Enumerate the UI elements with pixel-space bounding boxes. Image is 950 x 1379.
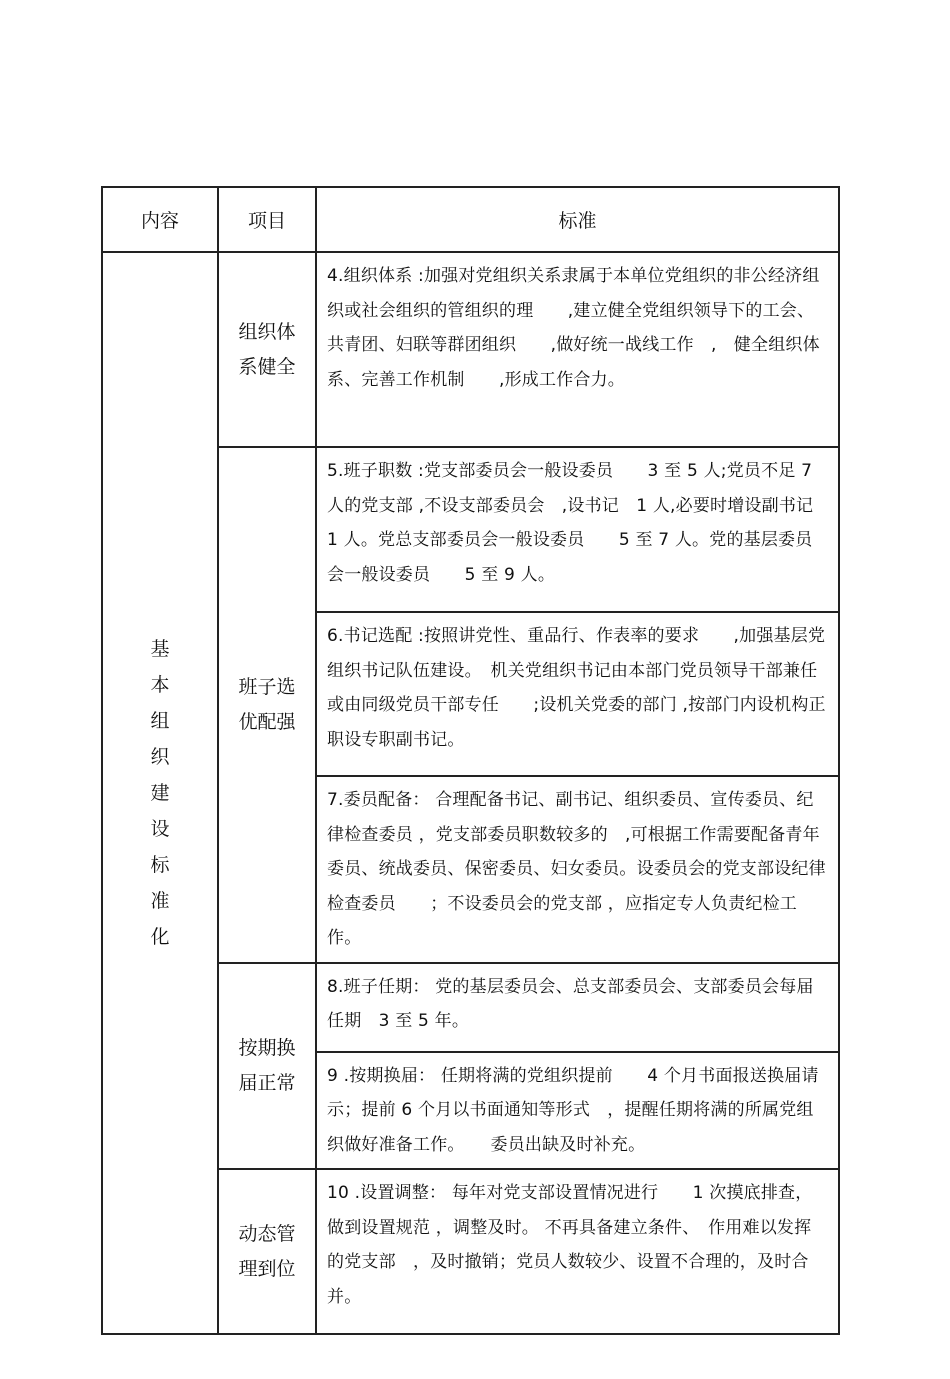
item-label: 组织体系健全 (238, 320, 296, 378)
item-cell (218, 252, 316, 447)
item-label: 动态管理到位 (238, 1222, 296, 1280)
header-item: 项目 (218, 187, 316, 252)
standard-cell: 8.班子任期： 党的基层委员会、总支部委员会、支部委员会每届任期 3 至 5 年。 (316, 963, 839, 1052)
category-cell (102, 252, 218, 1334)
item-cell (218, 447, 316, 963)
standard-cell: 6.书记选配 :按照讲党性、重品行、作表率的要求 ,加强基层党组织书记队伍建设。 机关党组织书记由本部门党员领导干部兼任或由同级党员干部专任 ;设机关党委的部门 ,按部门内设机构正职设专职副书记。 (316, 612, 839, 776)
category-label: 基本组织建设标准化 (150, 638, 170, 948)
item-cell (218, 963, 316, 1170)
table-row (102, 252, 839, 447)
item-label: 按期换届正常 (238, 1036, 296, 1094)
standards-table (101, 186, 840, 1335)
standard-cell: 5.班子职数 :党支部委员会一般设委员 3 至 5 人;党员不足 7 人的党支部 ,不设支部委员会 ,设书记 1 人,必要时增设副书记 1 人。党总支部委员会一般设委员 5 至 7 人。党的基层委员会一般设委员 5 至 9 人。 (316, 447, 839, 612)
header-content: 内容 (102, 187, 218, 252)
item-cell (218, 1169, 316, 1334)
item-label: 班子选优配强 (238, 675, 296, 733)
standards-sheet (101, 186, 838, 1313)
standard-cell: 9 .按期换届： 任期将满的党组织提前 4 个月书面报送换届请示；提前 6 个月以书面通知等形式 ，提醒任期将满的所属党组织做好准备工作。 委员出缺及时补充。 (316, 1052, 839, 1170)
standard-cell: 10 .设置调整： 每年对党支部设置情况进行 1 次摸底排查，做到设置规范 ，调整及时。 不再具备建立条件、 作用难以发挥的党支部 ，及时撤销；党员人数较少、设置不合理的，及时合并。 (316, 1169, 839, 1334)
header-standard: 标准 (316, 187, 839, 252)
standard-cell: 4.组织体系 :加强对党组织关系隶属于本单位党组织的非公经济组织或社会组织的管组织的理 ,建立健全党组织领导下的工会、共青团、妇联等群团组织 ,做好统一战线工作 , 健全组织体系、完善工作机制 ,形成工作合力。 (316, 252, 839, 447)
standard-cell: 7.委员配备： 合理配备书记、副书记、组织委员、宣传委员、纪律检查委员 ，党支部委员职数较多的 ,可根据工作需要配备青年委员、统战委员、保密委员、妇女委员。设委员会的党支部设纪律检查委员 ；不设委员会的党支部 ，应指定专人负责纪检工作。 (316, 776, 839, 963)
header-row (102, 187, 839, 252)
